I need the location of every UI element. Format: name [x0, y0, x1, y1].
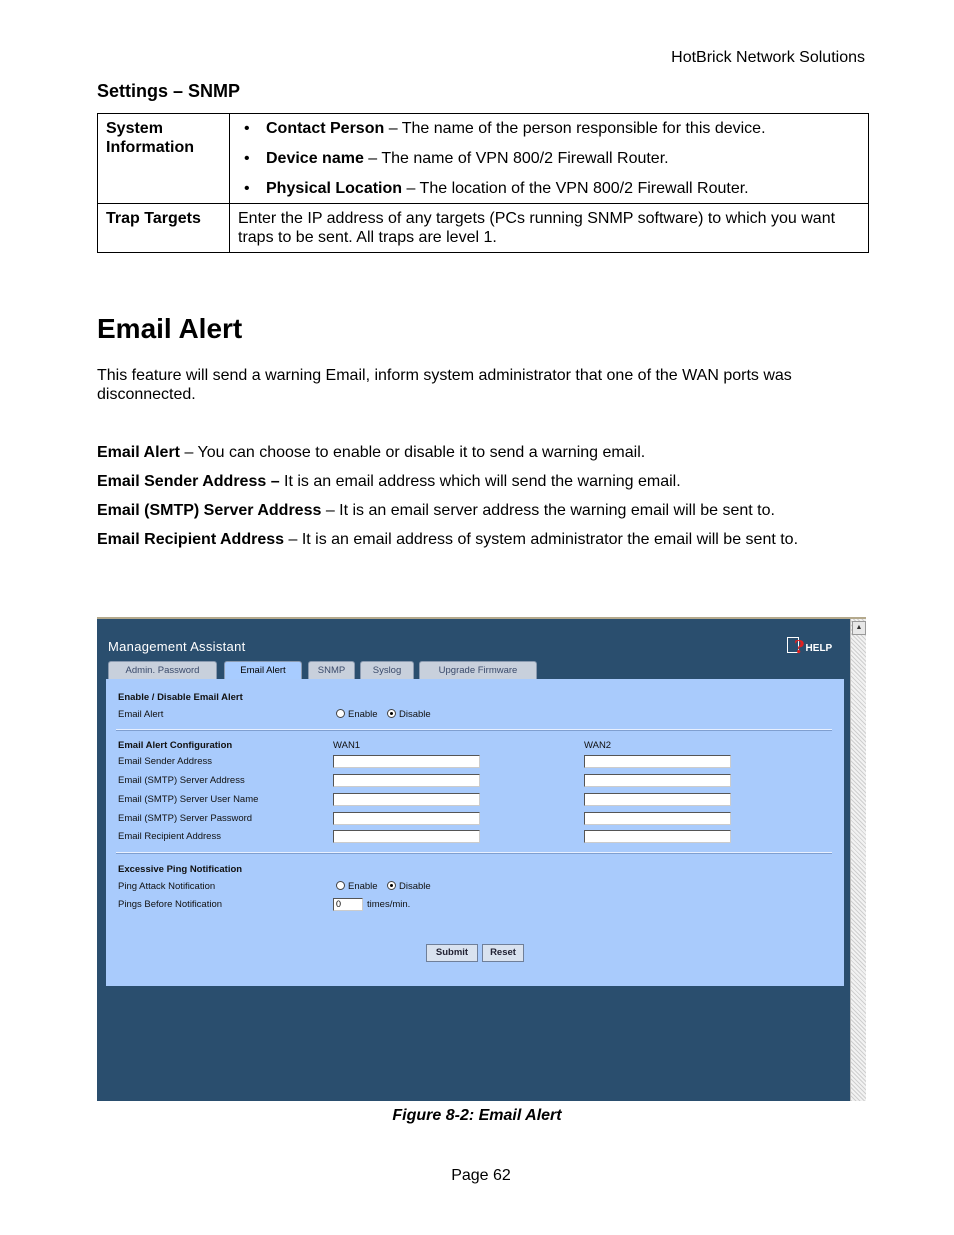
section-config-title: Email Alert Configuration — [118, 740, 233, 751]
radio-selected-icon — [387, 709, 396, 718]
definition-smtp-server — [97, 502, 897, 520]
wan1-smtp-user-input[interactable] — [333, 793, 480, 806]
vertical-scrollbar[interactable] — [850, 619, 866, 1101]
desc: – It is an email server address the warning email will be sent to. — [321, 502, 775, 519]
desc: It is an email address which will send the warning email. — [279, 473, 681, 490]
ping-disable-radio[interactable] — [387, 881, 431, 892]
wan1-header: WAN1 — [333, 740, 361, 751]
enable-label: Enable — [348, 881, 378, 892]
section-ping-title: Excessive Ping Notification — [118, 864, 243, 875]
page-number: Page 62 — [451, 1167, 511, 1184]
tab-upgrade-firmware[interactable]: Upgrade Firmware — [419, 661, 537, 680]
definition-recipient-address — [97, 531, 897, 549]
desc: – The name of VPN 800/2 Firewall Router. — [363, 150, 669, 167]
smtp-password-label: Email (SMTP) Server Password — [118, 813, 253, 824]
divider — [116, 729, 832, 731]
submit-button[interactable]: Submit — [426, 944, 478, 962]
term: Email Sender Address – — [97, 473, 280, 490]
term: Device name — [266, 150, 364, 167]
ping-attack-label: Ping Attack Notification — [118, 881, 216, 892]
section-title-email-alert: Email Alert — [97, 313, 243, 344]
snmp-table — [97, 113, 869, 253]
desc: – The location of the VPN 800/2 Firewall Router. — [402, 180, 749, 197]
ping-enable-radio[interactable] — [336, 881, 378, 892]
email-alert-label: Email Alert — [118, 709, 164, 720]
intro-paragraph: This feature will send a warning Email, inform system administrator that one of the WAN ports was disconnected. — [97, 367, 792, 403]
definition-email-alert — [97, 444, 897, 462]
table-row — [98, 204, 869, 253]
wan1-recipient-address-input[interactable] — [333, 830, 480, 843]
wan2-recipient-address-input[interactable] — [584, 830, 731, 843]
divider — [116, 852, 832, 854]
wan1-sender-address-input[interactable] — [333, 755, 480, 768]
management-assistant-screenshot — [97, 617, 866, 1101]
wan1-smtp-password-input[interactable] — [333, 812, 480, 825]
help-label: HELP — [805, 643, 833, 654]
term: Contact Person — [266, 120, 385, 137]
reset-button[interactable]: Reset — [482, 944, 524, 962]
wan2-sender-address-input[interactable] — [584, 755, 731, 768]
tab-syslog[interactable]: Syslog — [360, 661, 414, 680]
row-heading: Trap Targets — [98, 204, 230, 253]
sender-address-label: Email Sender Address — [118, 756, 212, 767]
wan1-smtp-server-input[interactable] — [333, 774, 480, 787]
email-alert-disable-radio[interactable] — [387, 709, 431, 720]
wan2-smtp-server-input[interactable] — [584, 774, 731, 787]
wan2-smtp-password-input[interactable] — [584, 812, 731, 825]
definition-sender-address — [97, 473, 897, 491]
company-name: HotBrick Network Solutions — [671, 49, 865, 66]
term: Email (SMTP) Server Address — [97, 502, 322, 519]
list-item: • Contact Person – The name of the person responsible for this device. — [244, 120, 766, 137]
smtp-user-label: Email (SMTP) Server User Name — [118, 794, 259, 805]
figure-caption: Figure 8-2: Email Alert — [392, 1107, 562, 1124]
row-content — [230, 114, 869, 204]
row-content: Enter the IP address of any targets (PCs running SNMP software) to which you want traps to be sent. All traps are level 1. — [230, 204, 869, 253]
table-row — [98, 114, 869, 204]
disable-label: Disable — [399, 709, 431, 720]
radio-icon — [336, 881, 345, 890]
term: Email Alert — [97, 444, 180, 461]
recipient-address-label: Email Recipient Address — [118, 831, 221, 842]
scroll-up-icon[interactable]: ▲ — [852, 621, 866, 635]
desc: – The name of the person responsible for this device. — [384, 120, 766, 137]
wan2-smtp-user-input[interactable] — [584, 793, 731, 806]
pings-unit-label: times/min. — [367, 899, 411, 910]
pings-before-label: Pings Before Notification — [118, 899, 223, 910]
term: Physical Location — [266, 180, 403, 197]
section-enable-title: Enable / Disable Email Alert — [118, 692, 243, 703]
app-title: Management Assistant — [108, 639, 246, 654]
list-item: • Physical Location – The location of the VPN 800/2 Firewall Router. — [244, 180, 749, 197]
tab-email-alert[interactable]: Email Alert — [224, 661, 302, 680]
radio-selected-icon — [387, 881, 396, 890]
radio-icon — [336, 709, 345, 718]
list-item: • Device name – The name of VPN 800/2 Firewall Router. — [244, 150, 669, 167]
desc: – It is an email address of system administrator the email will be sent to. — [284, 531, 799, 548]
desc: – You can choose to enable or disable it to send a warning email. — [180, 444, 646, 461]
enable-label: Enable — [348, 709, 378, 720]
row-heading: System Information — [98, 114, 230, 204]
wan2-header: WAN2 — [584, 740, 612, 751]
help-button[interactable]: ?HELP — [787, 637, 832, 658]
pings-before-input[interactable]: 0 — [333, 898, 363, 911]
email-alert-enable-radio[interactable] — [336, 709, 378, 720]
section-title-snmp: Settings – SNMP — [97, 81, 241, 101]
email-alert-panel — [106, 679, 844, 986]
tab-snmp[interactable]: SNMP — [308, 661, 355, 680]
disable-label: Disable — [399, 881, 431, 892]
tab-admin-password[interactable]: Admin. Password — [108, 661, 217, 680]
term: Email Recipient Address — [97, 531, 285, 548]
smtp-server-label: Email (SMTP) Server Address — [118, 775, 245, 786]
